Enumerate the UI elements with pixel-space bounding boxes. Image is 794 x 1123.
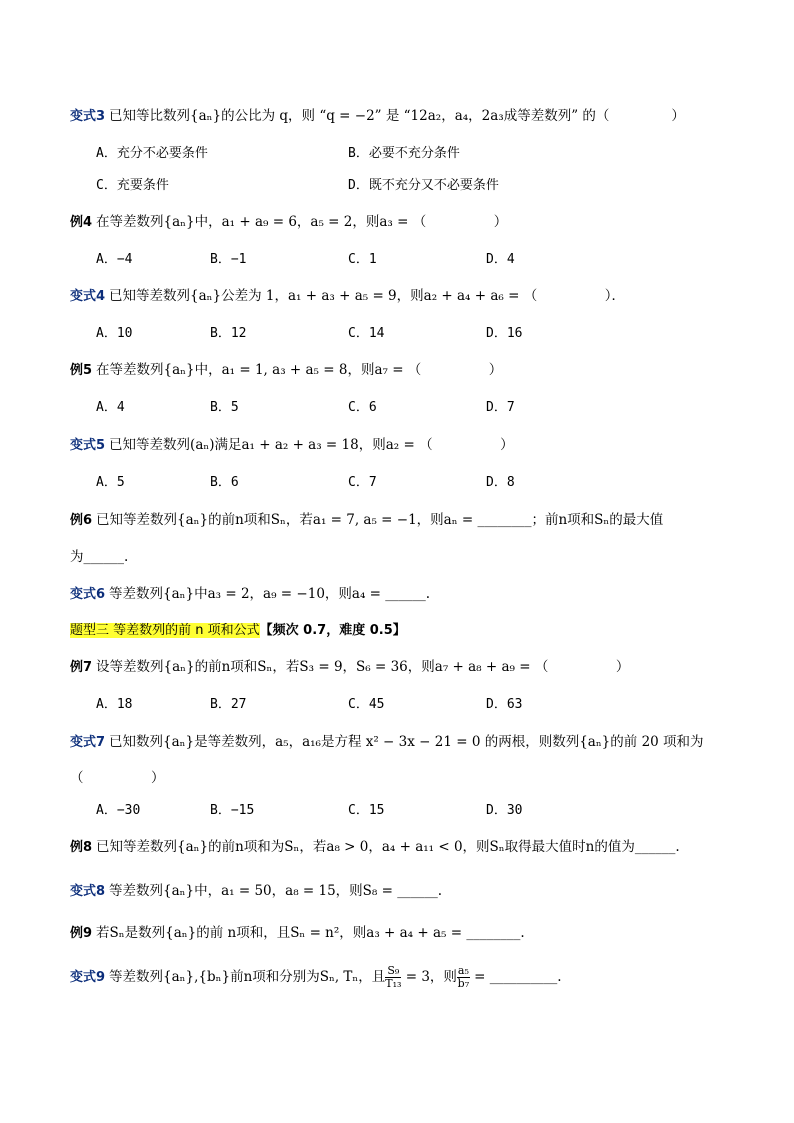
question-label: 例8 [70, 840, 93, 855]
option-c[interactable]: C．充要条件 [96, 178, 169, 193]
question-text: 在等差数列{aₙ}中，a₁ + a₉ = 6，a₅ = 2，则a₃ = （ ） [96, 214, 508, 230]
question-variant-7-cont [70, 768, 734, 788]
option-d[interactable]: D．8 [486, 475, 515, 490]
options-variant-4 [96, 324, 716, 344]
option-c[interactable]: C．45 [348, 697, 385, 712]
question-variant-4 [70, 286, 734, 307]
option-c[interactable]: C．7 [348, 475, 377, 490]
question-variant-7 [70, 732, 734, 753]
question-label: 变式3 [70, 109, 106, 124]
option-b[interactable]: B．12 [210, 326, 247, 341]
option-a[interactable]: A．18 [96, 697, 133, 712]
question-text: 等差数列{aₙ}中，a₁ = 50，a₈ = 15，则S₈ = ______. [109, 883, 443, 899]
question-text-end: = __________. [469, 969, 562, 985]
question-text: 已知等差数列{aₙ}公差为 1，a₁ + a₃ + a₅ = 9，则a₂ + a₄ + a₆ = （ ）． [109, 288, 625, 304]
question-label: 变式4 [70, 289, 106, 304]
question-label: 变式5 [70, 438, 106, 453]
options-example-7 [96, 695, 716, 715]
question-label: 例6 [70, 513, 93, 528]
question-variant-3 [70, 106, 734, 127]
question-text: 已知等差数列(aₙ)满足a₁ + a₂ + a₃ = 18，则a₂ = （ ） [109, 437, 514, 453]
option-b[interactable]: B．5 [210, 400, 239, 415]
options-variant-5 [96, 473, 716, 493]
fraction-denominator: T₁₃ [385, 977, 402, 990]
option-d[interactable]: D．4 [486, 252, 515, 267]
option-d[interactable]: D．7 [486, 400, 515, 415]
question-text: 已知数列{aₙ}是等差数列，a₅，a₁₆是方程 x² − 3x − 21 = 0 的两根，则数列{aₙ}的前 20 项和为 [109, 734, 704, 750]
option-c[interactable]: C．14 [348, 326, 385, 341]
option-d[interactable]: D．30 [486, 803, 523, 818]
option-c[interactable]: C．6 [348, 400, 377, 415]
question-label: 变式8 [70, 884, 106, 899]
question-label: 变式9 [70, 970, 106, 985]
question-label: 变式6 [70, 587, 106, 602]
section-tag: 【频次 0.7，难度 0.5】 [259, 623, 406, 638]
question-text: 已知等差数列{aₙ}的前n项和Sₙ，若a₁ = 7, a₅ = −1，则aₙ = ________；前n项和Sₙ的最大值 [96, 512, 664, 528]
question-text: 设等差数列{aₙ}的前n项和Sₙ，若S₃ = 9，S₆ = 36，则a₇ + a₈ + a₉ = （ ） [96, 659, 630, 675]
section-header [70, 620, 734, 641]
option-c[interactable]: C．15 [348, 803, 385, 818]
question-label: 例4 [70, 215, 93, 230]
option-a[interactable]: A．5 [96, 475, 125, 490]
question-label: 例7 [70, 660, 93, 675]
option-a[interactable]: A．−30 [96, 803, 141, 818]
question-text: 已知等比数列{aₙ}的公比为 q，则 “q = −2” 是 “12a₂，a₄，2a₃成等差数列” 的（ [109, 108, 610, 124]
option-d[interactable]: D．63 [486, 697, 523, 712]
option-b[interactable]: B．−15 [210, 803, 255, 818]
option-a[interactable]: A．−4 [96, 252, 133, 267]
question-example-6 [70, 510, 734, 531]
question-text: 等差数列{aₙ}中a₃ = 2，a₉ = −10，则a₄ = ______. [109, 586, 431, 602]
fraction-denominator: b₇ [457, 977, 470, 990]
options-example-5 [96, 398, 716, 418]
answer-blank: （ ） [70, 770, 165, 786]
question-label: 变式7 [70, 735, 106, 750]
question-example-4 [70, 212, 734, 233]
option-b[interactable]: B．27 [210, 697, 247, 712]
question-text-continued: 为______. [70, 549, 129, 565]
question-example-6-cont [70, 547, 734, 567]
option-a[interactable]: A．4 [96, 400, 125, 415]
question-example-5 [70, 360, 734, 381]
option-b[interactable]: B．−1 [210, 252, 247, 267]
options-example-4 [96, 250, 716, 270]
option-a[interactable]: A．10 [96, 326, 133, 341]
option-b[interactable]: B．必要不充分条件 [348, 146, 460, 161]
question-variant-5 [70, 435, 734, 456]
fraction-a5-b7 [457, 965, 470, 990]
question-text-mid: = 3，则 [401, 969, 457, 985]
question-text: 在等差数列{aₙ}中，a₁ = 1, a₃ + a₅ = 8，则a₇ = （ ） [96, 362, 503, 378]
options-variant-7 [96, 801, 716, 821]
option-c[interactable]: C．1 [348, 252, 377, 267]
section-title: 题型三 等差数列的前 n 项和公式 [70, 623, 260, 638]
option-d[interactable]: D．16 [486, 326, 523, 341]
question-example-9 [70, 923, 734, 944]
question-text: 若Sₙ是数列{aₙ}的前 n项和，且Sₙ = n²，则a₃ + a₄ + a₅ = ________. [96, 925, 525, 941]
option-d[interactable]: D．既不充分又不必要条件 [348, 178, 499, 193]
question-text-end: ） [671, 108, 685, 124]
question-label: 例5 [70, 363, 93, 378]
question-example-8 [70, 837, 734, 858]
option-b[interactable]: B．6 [210, 475, 239, 490]
question-variant-6 [70, 584, 734, 605]
options-variant-3 [96, 144, 716, 204]
fraction-numerator: S₉ [385, 965, 401, 978]
question-text: 等差数列{aₙ},{bₙ}前n项和分别为Sₙ, Tₙ，且 [109, 969, 386, 985]
question-label: 例9 [70, 926, 93, 941]
option-a[interactable]: A．充分不必要条件 [96, 146, 208, 161]
question-text: 已知等差数列{aₙ}的前n项和为Sₙ，若a₈ > 0，a₄ + a₁₁ < 0，则Sₙ取得最大值时n的值为______. [96, 839, 680, 855]
question-variant-8 [70, 881, 734, 902]
fraction-s9-t13 [385, 965, 401, 990]
fraction-numerator: a₅ [457, 964, 469, 977]
question-example-7 [70, 657, 734, 678]
question-variant-9 [70, 962, 734, 993]
